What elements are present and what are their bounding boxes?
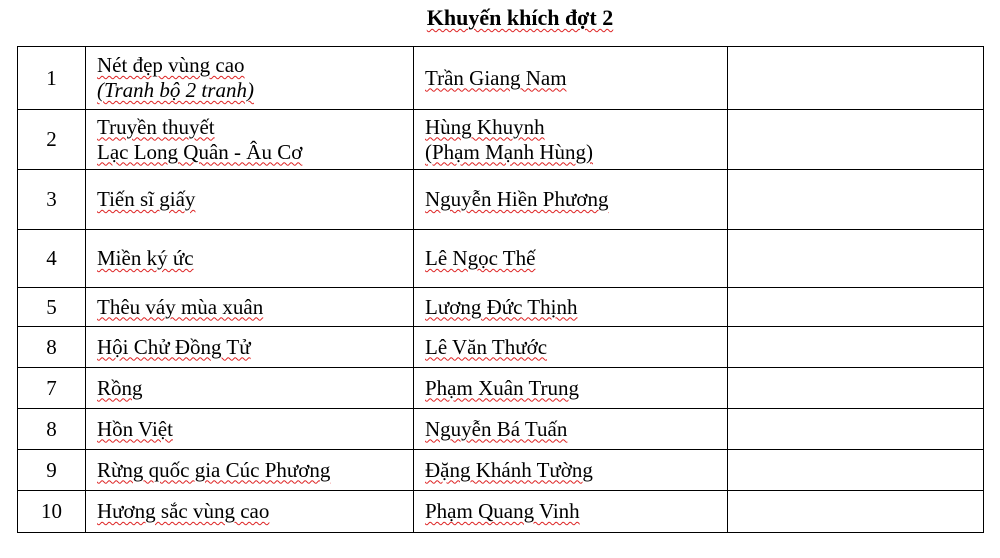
awards-table — [17, 46, 984, 533]
empty-cell — [728, 110, 984, 170]
artwork-title-cell — [86, 47, 414, 110]
empty-cell — [728, 47, 984, 110]
table-row — [18, 409, 984, 450]
empty-cell — [728, 368, 984, 409]
row-number: 3 — [18, 170, 86, 230]
empty-cell — [728, 230, 984, 288]
artwork-title: Thêu váy mùa xuân — [97, 294, 264, 319]
table-row — [18, 450, 984, 491]
artist-name: Lương Đức Thịnh — [425, 294, 578, 319]
row-number: 7 — [18, 368, 86, 409]
table-row — [18, 491, 984, 533]
artwork-title-cell — [86, 450, 414, 491]
artist-name: Nguyễn Bá Tuấn — [425, 416, 568, 441]
artist-cell — [414, 230, 728, 288]
artwork-title-cell — [86, 368, 414, 409]
table-row — [18, 47, 984, 110]
artist-cell — [414, 110, 728, 170]
artist-cell — [414, 491, 728, 533]
artist-cell — [414, 368, 728, 409]
row-number: 2 — [18, 110, 86, 170]
page-title: Khuyến khích đợt 2 — [426, 5, 614, 30]
artwork-title: Tiến sĩ giấy — [97, 187, 196, 211]
artwork-title: Nét đẹp vùng cao — [97, 53, 245, 77]
row-number: 5 — [18, 288, 86, 327]
artwork-subtitle: (Tranh bộ 2 tranh) — [97, 78, 254, 102]
artwork-title: Miền ký ức — [97, 246, 194, 270]
empty-cell — [728, 288, 984, 327]
row-number: 4 — [18, 230, 86, 288]
artist-cell — [414, 327, 728, 368]
artwork-title: Rồng — [97, 375, 143, 400]
empty-cell — [728, 170, 984, 230]
artist-cell — [414, 409, 728, 450]
artist-name: Đặng Khánh Tường — [425, 457, 593, 482]
row-number: 1 — [18, 47, 86, 110]
artist-name: Phạm Quang Vinh — [425, 499, 580, 523]
artwork-title-cell — [86, 110, 414, 170]
empty-cell — [728, 409, 984, 450]
row-number: 9 — [18, 450, 86, 491]
artwork-title: Hồn Việt — [97, 416, 173, 441]
empty-cell — [728, 327, 984, 368]
table-row — [18, 170, 984, 230]
row-number: 8 — [18, 327, 86, 368]
artwork-title: Hương sắc vùng cao — [97, 499, 270, 523]
table-row — [18, 230, 984, 288]
artist-name: Lê Ngọc Thế — [425, 246, 536, 270]
artwork-title: Truyền thuyết — [97, 114, 215, 139]
artist-cell — [414, 47, 728, 110]
artwork-title-cell — [86, 327, 414, 368]
artist-name: Phạm Xuân Trung — [425, 375, 580, 400]
artist-real-name: (Phạm Mạnh Hùng) — [425, 139, 593, 164]
artwork-title-cell — [86, 230, 414, 288]
artwork-subtitle: Lạc Long Quân - Âu Cơ — [97, 139, 303, 164]
artist-name: Nguyễn Hiền Phương — [425, 187, 609, 211]
artist-name: Lê Văn Thước — [425, 334, 548, 359]
table-row — [18, 288, 984, 327]
artist-name: Hùng Khuynh — [425, 114, 545, 139]
empty-cell — [728, 491, 984, 533]
artwork-title-cell — [86, 170, 414, 230]
artist-name: Trần Giang Nam — [425, 65, 567, 90]
empty-cell — [728, 450, 984, 491]
table-row — [18, 368, 984, 409]
artwork-title: Hội Chử Đồng Tử — [97, 334, 251, 359]
table-row — [18, 327, 984, 368]
artwork-title: Rừng quốc gia Cúc Phương — [97, 457, 331, 482]
artist-cell — [414, 288, 728, 327]
artwork-title-cell — [86, 288, 414, 327]
artwork-title-cell — [86, 491, 414, 533]
artwork-title-cell — [86, 409, 414, 450]
artist-cell — [414, 450, 728, 491]
table-row — [18, 110, 984, 170]
row-number: 10 — [18, 491, 86, 533]
row-number: 8 — [18, 409, 86, 450]
artist-cell — [414, 170, 728, 230]
